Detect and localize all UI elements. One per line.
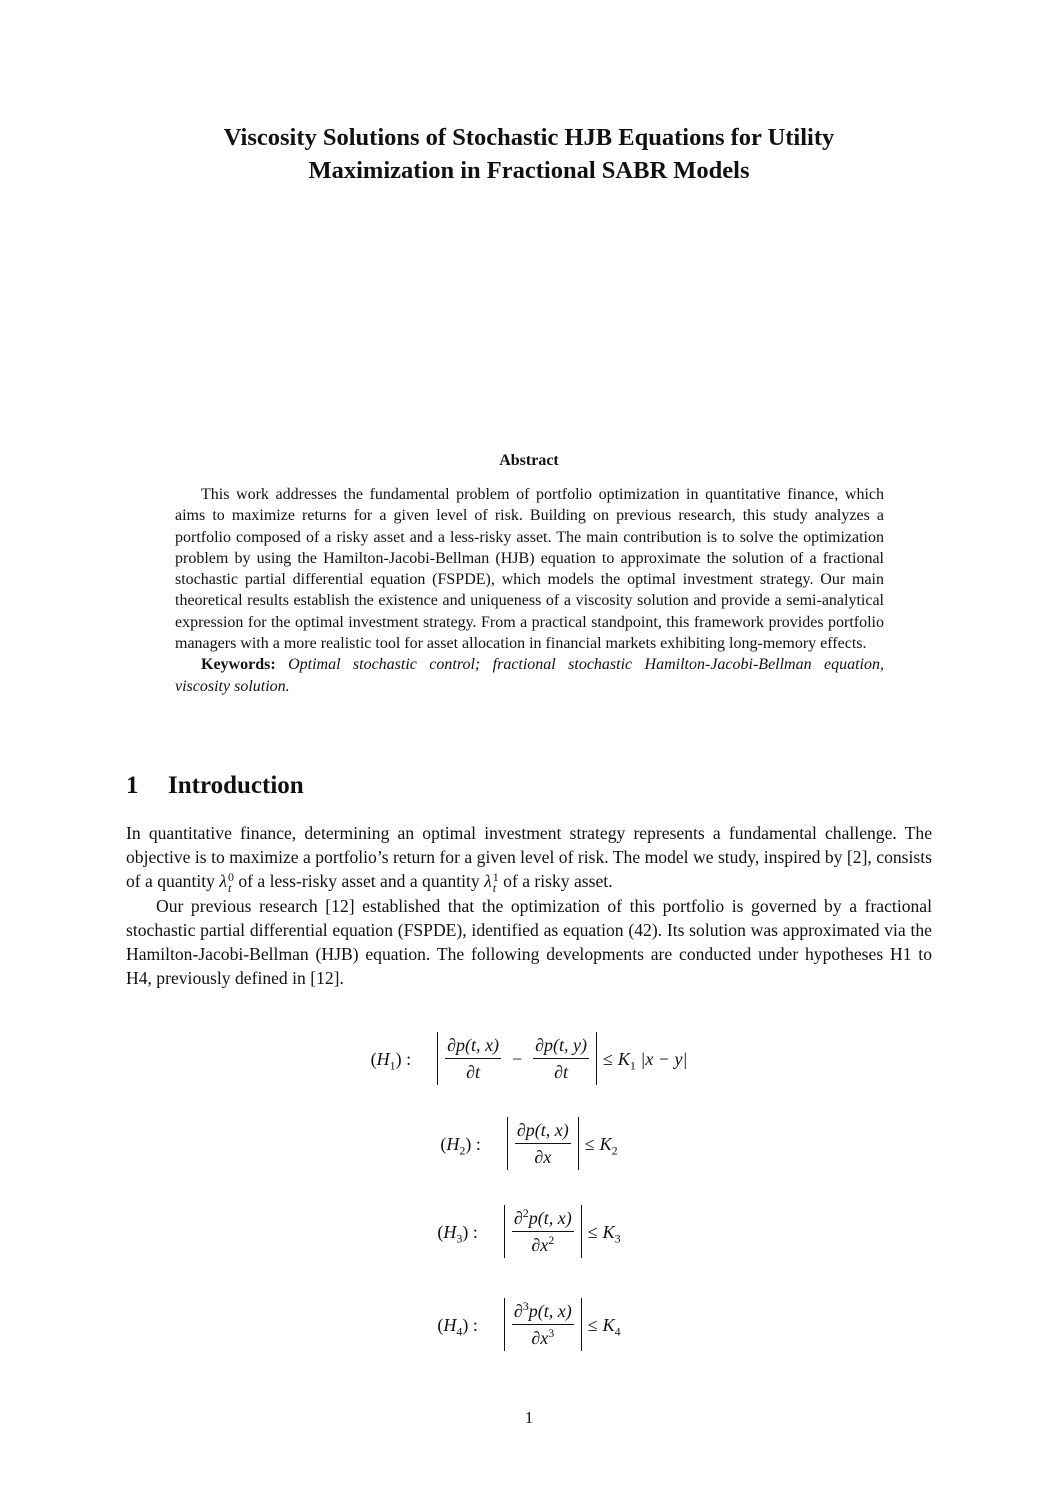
numerator: ∂p(t, y) xyxy=(533,1034,589,1059)
absolute-value xyxy=(504,1298,582,1351)
lambda-symbol: λ xyxy=(219,871,227,891)
p: ( xyxy=(370,1048,377,1069)
absolute-value xyxy=(504,1205,582,1258)
d: ∂ xyxy=(513,1301,523,1321)
denominator xyxy=(531,1232,554,1256)
sup: 1 xyxy=(492,869,499,884)
text: of a less-risky asset and a quantity xyxy=(233,871,485,891)
eq-label xyxy=(437,1314,478,1339)
rhs xyxy=(587,1221,621,1246)
abstract-text: This work addresses the fundamental problem of portfolio optimization in quantitative finance, which aims to maximize returns for a given level of risk. Building on previous research, this study analyzes a portfolio composed of a risky asset and a less-risky asset. The main contribution is to solve the optimization problem by using the Hamilton-Jacobi-Bellman (HJB) equation to approximate the solution of a fractional stochastic partial differential equation (FSPDE), which models the optimal investment strategy. Our main theoretical results establish the existence and uniqueness of a viscosity solution and provide a semi-analytical expression for the optimal investment strategy. From a practical standpoint, this framework provides portfolio managers with a more realistic tool for asset allocation in financial markets exhibiting long-memory effects. xyxy=(175,486,884,653)
leq: ≤ xyxy=(587,1314,598,1335)
sup: 3 xyxy=(548,1326,555,1340)
eq-label xyxy=(437,1221,478,1246)
absolute-value xyxy=(507,1117,579,1170)
k: K xyxy=(602,1221,615,1242)
minus: − xyxy=(511,1048,523,1069)
numerator: ∂p(t, x) xyxy=(445,1034,501,1059)
intro-paragraph-1 xyxy=(126,821,932,894)
leq: ≤ xyxy=(602,1048,613,1069)
d: ∂ xyxy=(513,1208,523,1228)
p: ) : xyxy=(465,1133,481,1154)
hypothesis-h3 xyxy=(0,1205,1058,1258)
sub: 3 xyxy=(614,1231,621,1246)
sub: 2 xyxy=(459,1143,466,1158)
p: ) : xyxy=(395,1048,412,1069)
denominator: ∂t xyxy=(466,1062,480,1082)
f: p(t, x) xyxy=(528,1208,572,1228)
title-line-1: Viscosity Solutions of Stochastic HJB Equations for Utility xyxy=(223,124,835,151)
rhs xyxy=(584,1133,618,1158)
hypothesis-h1 xyxy=(0,1032,1058,1085)
rhs xyxy=(602,1048,688,1073)
section-heading xyxy=(126,772,304,800)
p: ( xyxy=(440,1133,447,1154)
fraction xyxy=(512,1300,574,1349)
rhs xyxy=(587,1314,621,1339)
abstract xyxy=(175,484,884,697)
eq-label xyxy=(370,1048,412,1073)
lambda-symbol: λ xyxy=(484,871,492,891)
hypothesis-h4 xyxy=(0,1298,1058,1351)
p: ( xyxy=(437,1221,444,1242)
tail: |x − y| xyxy=(635,1048,688,1069)
denominator: ∂x xyxy=(534,1147,552,1167)
d: ∂x xyxy=(531,1235,549,1255)
denominator xyxy=(531,1325,554,1349)
text: In quantitative finance, determining an optimal investment strategy represents a fundamental challenge. The objective is to maximize a portfolio’s return for a given level of risk. The model we study, inspired by [2], consists of a quantity xyxy=(126,823,932,891)
numerator xyxy=(512,1300,574,1325)
title-line-2: Maximization in Fractional SABR Models xyxy=(308,157,750,184)
k: K xyxy=(602,1314,615,1335)
section-number: 1 xyxy=(126,772,139,799)
sup: 3 xyxy=(522,1299,529,1313)
sup: 0 xyxy=(227,869,234,884)
k: K xyxy=(599,1133,612,1154)
leq: ≤ xyxy=(584,1133,595,1154)
h: H xyxy=(443,1314,457,1335)
h: H xyxy=(443,1221,457,1242)
sub: 1 xyxy=(389,1058,396,1073)
absolute-value xyxy=(437,1032,597,1085)
introduction-body xyxy=(126,821,932,990)
sup: 2 xyxy=(548,1233,555,1247)
sub: 1 xyxy=(629,1058,636,1073)
keywords xyxy=(175,654,884,697)
sup: 2 xyxy=(522,1206,529,1220)
p: ( xyxy=(437,1314,444,1335)
p: ) : xyxy=(462,1221,478,1242)
d: ∂x xyxy=(531,1328,549,1348)
paper-title xyxy=(100,121,958,187)
denominator: ∂t xyxy=(554,1062,568,1082)
eq-label xyxy=(440,1133,481,1158)
text: of a risky asset. xyxy=(498,871,613,891)
fraction xyxy=(512,1207,574,1256)
leq: ≤ xyxy=(587,1221,598,1242)
sub: 2 xyxy=(611,1143,618,1158)
hypothesis-h2 xyxy=(0,1117,1058,1170)
numerator xyxy=(512,1207,574,1232)
k: K xyxy=(617,1048,630,1069)
abstract-heading: Abstract xyxy=(499,452,559,469)
sub: 4 xyxy=(614,1324,621,1339)
sub: 4 xyxy=(456,1324,463,1339)
intro-paragraph-2: Our previous research [12] established that the optimization of this portfolio is governed by a fractional stochastic partial differential equation (FSPDE), identified as equation (42). Its solution was approximated via the Hamilton-Jacobi-Bellman (HJB) equation. The following developments are conducted under hypotheses H1 to H4, previously defined in [12]. xyxy=(126,895,932,988)
h: H xyxy=(446,1133,460,1154)
p: ) : xyxy=(462,1314,478,1335)
fraction xyxy=(533,1034,589,1083)
f: p(t, x) xyxy=(528,1301,572,1321)
fraction xyxy=(515,1119,571,1168)
sub: t xyxy=(227,880,232,895)
keywords-label: Keywords: xyxy=(201,656,276,674)
page-number: 1 xyxy=(524,1408,534,1427)
h: H xyxy=(376,1048,390,1069)
fraction xyxy=(445,1034,501,1083)
sub: t xyxy=(492,880,497,895)
sub: 3 xyxy=(456,1231,463,1246)
keywords-text: Optimal stochastic control; fractional stochastic Hamilton-Jacobi-Bellman equation, viscosity solution. xyxy=(175,656,885,695)
section-title: Introduction xyxy=(168,772,304,799)
numerator: ∂p(t, x) xyxy=(515,1119,571,1144)
